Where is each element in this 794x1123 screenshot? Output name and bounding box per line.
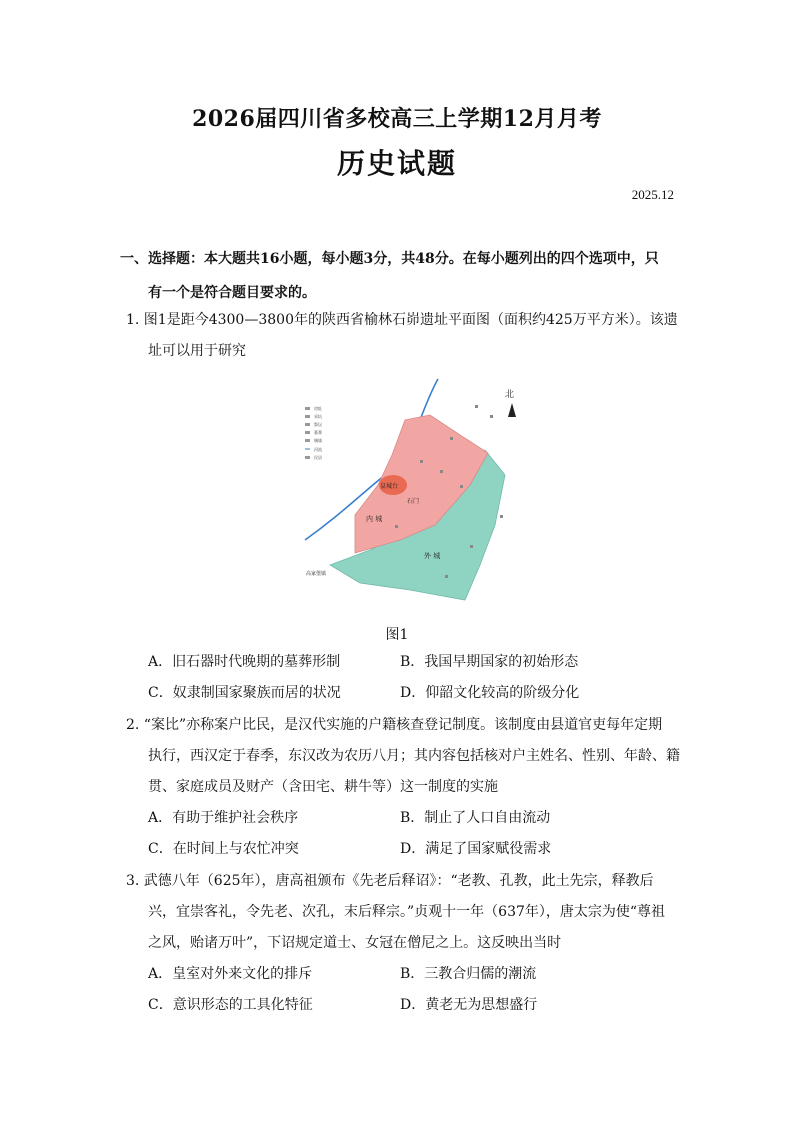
question-3-options (148, 959, 688, 1021)
svg-text:房址: 房址 (314, 406, 322, 411)
question-2-line2: 执行，西汉定于春季，东汉改为农历八月；其内容包括核对户主姓名、性别、年龄、籍 (148, 748, 680, 764)
map-legend (305, 405, 323, 460)
north-arrow-icon (508, 403, 516, 417)
section-heading-line1: 一、选择题：本大题共16小题，每小题3分，共48分。在每小题列出的四个选项中，只 (120, 251, 659, 267)
exam-date: 2025.12 (631, 187, 674, 202)
svg-text:祭坛: 祭坛 (314, 422, 322, 427)
svg-text:民居: 民居 (314, 455, 322, 460)
outer-city-label: 外 城 (424, 552, 441, 560)
town-label: 高家堡镇 (306, 571, 327, 577)
svg-text:墓葬: 墓葬 (314, 430, 322, 435)
question-2-line3: 贯、家庭成员及财产（含田宅、耕牛等）这一制度的实施 (148, 779, 498, 795)
exam-title: 2026届四川省多校高三上学期12月月考 (192, 106, 602, 132)
question-3-line3: 之风，贻诸万叶”，下诏规定道士、女冠在僧尼之上。这反映出当时 (148, 935, 562, 951)
question-2-line1: 2. “案比”亦称案户比民，是汉代实施的户籍核查登记制度。该制度由县道官吏每年定期 (126, 717, 663, 733)
option-1c[interactable]: C．奴隶制国家聚族而居的状况 (148, 685, 341, 701)
question-1-line2: 址可以用于研究 (148, 343, 246, 359)
option-3b[interactable]: B．三教合归儒的潮流 (400, 966, 537, 982)
section-heading (120, 242, 680, 310)
option-1a[interactable]: A．旧石器时代晚期的墓葬形制 (148, 654, 341, 670)
exam-subject-title: 历史试题 (336, 147, 457, 180)
palace-label: 皇城台 (380, 483, 399, 490)
question-3-line1: 3. 武德八年（625年），唐高祖颁布《先老后释诏》：“老教、孔教，此土先宗，释教后 (126, 873, 654, 889)
question-1-options (148, 647, 688, 709)
site-plan-map (300, 375, 520, 605)
option-2c[interactable]: C．在时间上与农忙冲突 (148, 841, 299, 857)
svg-text:城墙: 城墙 (314, 438, 322, 443)
option-2d[interactable]: D．满足了国家赋役需求 (400, 841, 552, 857)
question-1-line1: 1. 图1是距今4300—3800年的陕西省榆林石峁遗址平面图（面积约425万平方米）。该遗 (126, 312, 678, 328)
question-3-line2: 兴，宜崇客礼，令先老、次孔，末后释宗。”贞观十一年（637年），唐太宗为使“尊祖 (148, 904, 666, 920)
question-1 (126, 305, 682, 367)
question-2-options (148, 803, 688, 865)
north-label: 北 (505, 390, 515, 400)
option-3c[interactable]: C．意识形态的工具化特征 (148, 997, 313, 1013)
figure-caption: 图1 (385, 627, 409, 643)
option-3d[interactable]: D．黄老无为思想盛行 (400, 997, 538, 1013)
inner-city-label: 内 城 (366, 515, 383, 523)
option-1d[interactable]: D．仰韶文化较高的阶级分化 (400, 685, 580, 701)
option-3a[interactable]: A．皇室对外来文化的排斥 (148, 966, 313, 982)
gate-label: 石门 (407, 498, 420, 505)
option-2b[interactable]: B．制止了人口自由流动 (400, 810, 551, 826)
option-2a[interactable]: A．有助于维护社会秩序 (148, 810, 299, 826)
question-2 (126, 710, 682, 803)
section-heading-line2: 有一个是符合题目要求的。 (148, 285, 316, 301)
svg-text:河流: 河流 (314, 447, 322, 452)
svg-text:采坑: 采坑 (314, 414, 322, 419)
question-3 (126, 866, 682, 959)
option-1b[interactable]: B．我国早期国家的初始形态 (400, 654, 579, 670)
